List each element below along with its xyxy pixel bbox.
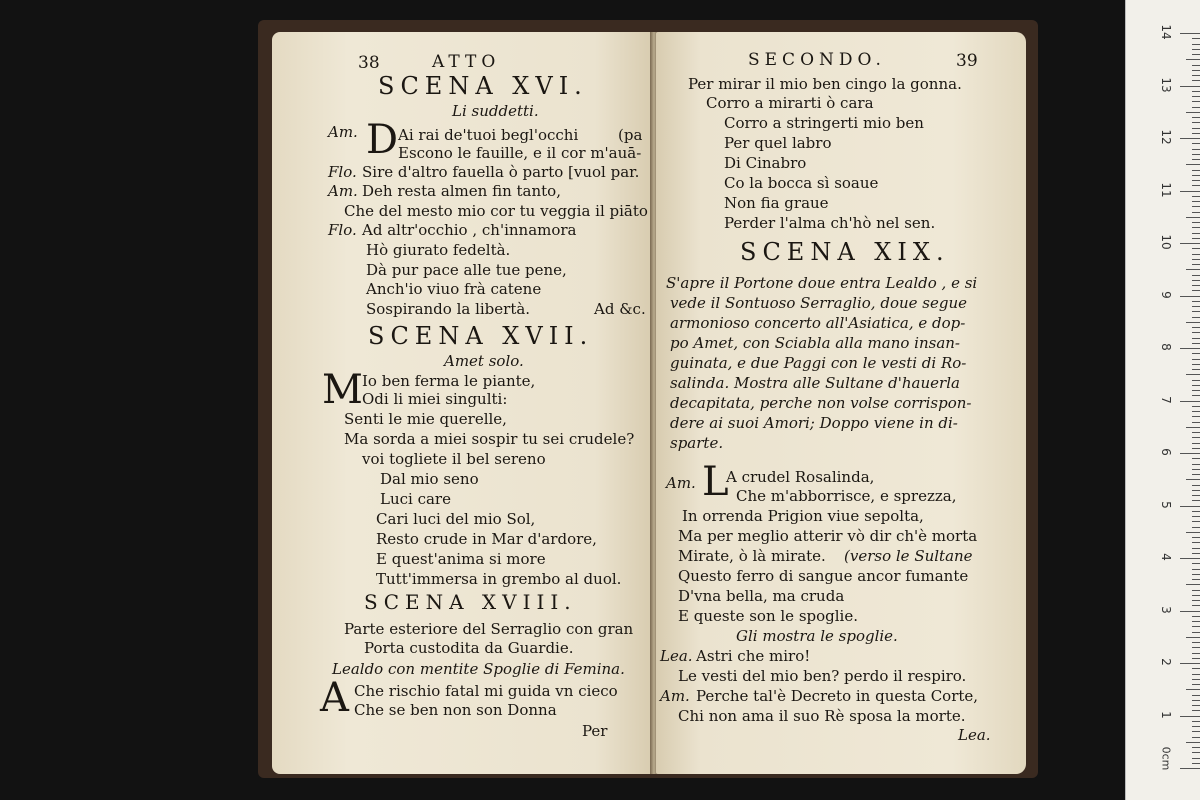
verse-line: E queste son le spoglie. (678, 607, 858, 625)
ruler-tick (1192, 201, 1200, 202)
ruler-tick (1192, 674, 1200, 675)
ruler-tick (1192, 180, 1200, 181)
ruler-tick (1192, 38, 1200, 39)
speaker: Am. (666, 474, 696, 492)
ruler-tick (1192, 327, 1200, 328)
ruler-tick (1192, 175, 1200, 176)
ruler-tick (1192, 458, 1200, 459)
verse-line: Hò giurato fedeltà. (366, 241, 511, 259)
ruler-number: 3 (1159, 605, 1173, 614)
ruler-tick (1186, 59, 1200, 60)
verse-line: Escono le fauille, e il cor m'auā- (398, 144, 642, 162)
ruler-tick (1180, 663, 1200, 664)
ruler-tick (1192, 227, 1200, 228)
ruler-tick (1192, 679, 1200, 680)
ruler-number: 7 (1159, 395, 1173, 404)
ruler-tick (1192, 306, 1200, 307)
verse-line: Luci care (380, 490, 451, 508)
ruler-tick (1192, 474, 1200, 475)
speaker: Am. (660, 687, 690, 705)
ruler-tick (1192, 700, 1200, 701)
verse-line: Odi li miei singulti: (362, 390, 508, 408)
verse-line: Io ben ferma le piante, (362, 372, 536, 390)
verse-line: Senti le mie querelle, (344, 410, 507, 428)
ruler-tick (1192, 196, 1200, 197)
ruler-number: 11 (1159, 181, 1173, 198)
scene-subtitle: Amet solo. (444, 352, 524, 370)
ruler-tick (1192, 359, 1200, 360)
ruler-tick (1192, 500, 1200, 501)
ruler-tick (1186, 269, 1200, 270)
verse-line: In orrenda Prigion viue sepolta, (682, 507, 924, 525)
ruler-tick (1192, 485, 1200, 486)
ruler-number: 10 (1159, 234, 1173, 250)
ruler-tick (1186, 532, 1200, 533)
ruler-tick (1192, 542, 1200, 543)
ruler-tick (1192, 301, 1200, 302)
speaker: Am. (328, 182, 358, 200)
ruler-tick (1192, 432, 1200, 433)
ruler-tick (1192, 647, 1200, 648)
verse-line: Per mirar il mio ben cingo la gonna. (688, 75, 962, 93)
verse-line: Cari luci del mio Sol, (376, 510, 536, 528)
ruler-tick (1192, 448, 1200, 449)
ruler-tick (1192, 65, 1200, 66)
ruler-tick (1192, 395, 1200, 396)
verse-line: Che m'abborrisce, e sprezza, (736, 487, 957, 505)
ruler-tick (1192, 222, 1200, 223)
verse-line: A crudel Rosalinda, (726, 468, 875, 486)
stage-direction: po Amet, con Sciabla alla mano insan- (670, 334, 960, 352)
verse-line: Dà pur pace alle tue pene, (366, 261, 567, 279)
ruler-tick (1192, 437, 1200, 438)
ruler-tick (1180, 611, 1200, 612)
ruler-tick (1192, 600, 1200, 601)
verse-line: Non fia graue (724, 194, 829, 212)
ruler-tick (1192, 311, 1200, 312)
verse-line: Perder l'alma ch'hò nel sen. (724, 214, 936, 232)
page-number: 38 (358, 53, 380, 73)
ruler-tick (1192, 595, 1200, 596)
speaker: Flo. (328, 221, 357, 239)
ruler-tick (1192, 70, 1200, 71)
ruler-unit-label: 0cm (1159, 746, 1173, 771)
ruler-tick (1192, 338, 1200, 339)
ruler-tick (1192, 632, 1200, 633)
ruler-tick (1192, 416, 1200, 417)
ruler-tick (1192, 96, 1200, 97)
verse-line: Le vesti del mio ben? perdo il respiro. (678, 667, 967, 685)
ruler-tick (1192, 495, 1200, 496)
right-page (656, 32, 1026, 774)
ruler-tick (1192, 737, 1200, 738)
speaker: Flo. (328, 163, 357, 181)
ruler-number: 8 (1159, 343, 1173, 351)
ruler-tick (1192, 642, 1200, 643)
ruler-tick (1192, 212, 1200, 213)
ruler-tick (1180, 191, 1200, 192)
ruler-tick (1192, 758, 1200, 759)
ruler-tick (1192, 390, 1200, 391)
ruler-tick (1192, 548, 1200, 549)
ruler-tick (1192, 684, 1200, 685)
ruler-tick (1186, 322, 1200, 323)
ruler-tick (1192, 107, 1200, 108)
verse-line: Mirate, ò là mirate. (678, 547, 826, 565)
scene-title: SCENA XVII. (368, 322, 594, 350)
verse-line: (pa (618, 126, 643, 144)
scene-title: SCENA XIX. (740, 238, 950, 266)
verse-line: Di Cinabro (724, 154, 807, 172)
verse-line: Anch'io viuo frà catene (366, 280, 542, 298)
ruler-tick (1186, 164, 1200, 165)
verse-line: Resto crude in Mar d'ardore, (376, 530, 597, 548)
ruler-tick (1192, 422, 1200, 423)
ruler-tick (1192, 170, 1200, 171)
ruler-tick (1180, 86, 1200, 87)
ruler-tick (1192, 248, 1200, 249)
ruler-tick (1192, 143, 1200, 144)
verse-line: E quest'anima si more (376, 550, 546, 568)
ruler-tick (1192, 516, 1200, 517)
speaker: Am. (328, 123, 358, 141)
measuring-ruler (1125, 0, 1200, 800)
ruler-tick (1192, 91, 1200, 92)
verse-line: Corro a stringerti mio ben (724, 114, 924, 132)
verse-line: Dal mio seno (380, 470, 479, 488)
verse-line: Per quel labro (724, 134, 832, 152)
ruler-tick (1180, 558, 1200, 559)
ruler-number: 12 (1159, 129, 1173, 145)
ruler-tick (1192, 569, 1200, 570)
ruler-tick (1180, 348, 1200, 349)
ruler-tick (1192, 185, 1200, 186)
ruler-tick (1192, 75, 1200, 76)
scene-title: SCENA XVI. (378, 72, 588, 100)
ruler-tick (1192, 101, 1200, 102)
verse-line: Perche tal'è Decreto in questa Corte, (696, 687, 979, 705)
ruler-tick (1192, 264, 1200, 265)
ruler-tick (1192, 574, 1200, 575)
stage-direction: dere ai suoi Amori; Doppo viene in di- (670, 414, 958, 432)
ruler-tick (1192, 443, 1200, 444)
ruler-tick (1192, 128, 1200, 129)
ruler-tick (1192, 385, 1200, 386)
verse-line: Astri che miro! (696, 647, 811, 665)
ruler-number: 6 (1159, 448, 1173, 456)
ruler-tick (1192, 626, 1200, 627)
ruler-tick (1180, 768, 1200, 769)
ruler-tick (1192, 317, 1200, 318)
verse-line: Co la bocca sì soaue (724, 174, 879, 192)
stage-direction: S'apre il Portone doue entra Lealdo , e si (666, 274, 978, 292)
ruler-tick (1192, 411, 1200, 412)
verse-line: Ad &c. (594, 300, 646, 318)
ruler-tick (1192, 590, 1200, 591)
stage-direction: armonioso concerto all'Asiatica, e dop- (670, 314, 966, 332)
ruler-number: 9 (1159, 290, 1173, 299)
ruler-tick (1192, 731, 1200, 732)
ruler-tick (1192, 122, 1200, 123)
ruler-number: 1 (1159, 710, 1173, 719)
ruler-tick (1192, 280, 1200, 281)
ruler-tick (1192, 49, 1200, 50)
ruler-tick (1192, 705, 1200, 706)
ruler-tick (1192, 233, 1200, 234)
ruler-tick (1186, 217, 1200, 218)
ruler-tick (1192, 80, 1200, 81)
ruler-tick (1192, 527, 1200, 528)
ruler-tick (1192, 605, 1200, 606)
drop-cap: L (702, 459, 729, 505)
ruler-tick (1192, 695, 1200, 696)
verse-line: voi togliete il bel sereno (362, 450, 546, 468)
ruler-tick (1186, 112, 1200, 113)
ruler-tick (1192, 469, 1200, 470)
verse-line: Tutt'immersa in grembo al duol. (376, 570, 622, 588)
ruler-tick (1180, 243, 1200, 244)
verse-line: Sospirando la libertà. (366, 300, 531, 318)
verse-line: Deh resta almen fin tanto, (362, 182, 561, 200)
left-page (272, 32, 652, 774)
catchword: Lea. (958, 726, 991, 744)
verse-line: Ad altr'occhio , ch'innamora (362, 221, 577, 239)
ruler-tick (1186, 742, 1200, 743)
ruler-tick (1192, 763, 1200, 764)
ruler-tick (1180, 401, 1200, 402)
ruler-tick (1192, 353, 1200, 354)
ruler-tick (1192, 238, 1200, 239)
ruler-tick (1192, 490, 1200, 491)
open-book (258, 20, 1038, 778)
stage-direction: sparte. (670, 434, 724, 452)
ruler-tick (1192, 726, 1200, 727)
verse-line: Chi non ama il suo Rè sposa la morte. (678, 707, 966, 725)
verse-line: D'vna bella, ma cruda (678, 587, 845, 605)
ruler-tick (1192, 616, 1200, 617)
ruler-tick (1192, 668, 1200, 669)
ruler-tick (1180, 296, 1200, 297)
ruler-number: 14 (1159, 24, 1173, 40)
verse-line: Ma sorda a miei sospir tu sei crudele? (344, 430, 635, 448)
ruler-tick (1180, 138, 1200, 139)
stage-direction: salinda. Mostra alle Sultane d'hauerla (670, 374, 960, 392)
drop-cap: A (320, 675, 349, 721)
verse-line: Che rischio fatal mi guida vn cieco (354, 682, 618, 700)
ruler-tick (1192, 579, 1200, 580)
ruler-tick (1192, 406, 1200, 407)
running-head: ATTO (432, 52, 501, 72)
ruler-tick (1192, 254, 1200, 255)
ruler-tick (1192, 369, 1200, 370)
ruler-tick (1192, 290, 1200, 291)
ruler-tick (1192, 653, 1200, 654)
ruler-tick (1192, 511, 1200, 512)
stage-direction: decapitata, perche non volse corrispon- (670, 394, 972, 412)
verse-line: Ai rai de'tuoi begl'occhi (398, 126, 579, 144)
ruler-number: 2 (1159, 658, 1173, 666)
ruler-tick (1186, 479, 1200, 480)
ruler-tick (1192, 285, 1200, 286)
ruler-tick (1192, 343, 1200, 344)
verse-line: Che se ben non son Donna (354, 701, 557, 719)
ruler-number: 13 (1159, 76, 1173, 93)
ruler-tick (1192, 332, 1200, 333)
ruler-tick (1186, 689, 1200, 690)
ruler-tick (1192, 206, 1200, 207)
ruler-tick (1180, 716, 1200, 717)
ruler-tick (1192, 154, 1200, 155)
running-head: SECONDO. (748, 50, 886, 70)
ruler-tick (1192, 621, 1200, 622)
ruler-tick (1192, 133, 1200, 134)
ruler-number: 5 (1159, 500, 1173, 509)
drop-cap: M (322, 367, 363, 413)
ruler-tick (1186, 637, 1200, 638)
stage-direction: Lealdo con mentite Spoglie di Femina. (332, 660, 625, 678)
ruler-tick (1192, 149, 1200, 150)
ruler-tick (1192, 380, 1200, 381)
ruler-tick (1186, 584, 1200, 585)
ruler-tick (1192, 259, 1200, 260)
ruler-tick (1192, 563, 1200, 564)
ruler-tick (1192, 364, 1200, 365)
ruler-tick (1186, 374, 1200, 375)
scene-title: SCENA XVIII. (364, 590, 577, 614)
ruler-tick (1192, 721, 1200, 722)
stage-direction: Parte esteriore del Serraglio con gran (344, 620, 634, 638)
drop-cap: D (366, 117, 399, 163)
stage-direction: (verso le Sultane (844, 547, 973, 565)
ruler-tick (1192, 275, 1200, 276)
ruler-tick (1192, 117, 1200, 118)
stage-direction: guinata, e due Paggi con le vesti di Ro- (670, 354, 967, 372)
page-number: 39 (956, 51, 978, 71)
verse-line: Questo ferro di sangue ancor fumante (678, 567, 969, 585)
ruler-number: 4 (1159, 553, 1173, 561)
ruler-tick (1192, 521, 1200, 522)
ruler-tick (1180, 506, 1200, 507)
ruler-tick (1180, 33, 1200, 34)
ruler-tick (1192, 159, 1200, 160)
verse-line: Che del mesto mio cor tu veggia il piāto (344, 202, 648, 220)
ruler-tick (1192, 553, 1200, 554)
verse-line: Corro a mirarti ò cara (706, 94, 874, 112)
catchword: Per (582, 722, 608, 740)
verse-line: Ma per meglio atterir vò dir ch'è morta (678, 527, 978, 545)
stage-direction: vede il Sontuoso Serraglio, doue segue (670, 294, 967, 312)
ruler-tick (1192, 464, 1200, 465)
ruler-tick (1192, 54, 1200, 55)
speaker: Lea. (660, 647, 693, 665)
verse-line: Sire d'altro fauella ò parto [vuol par. (362, 163, 640, 181)
ruler-tick (1180, 453, 1200, 454)
scene-subtitle: Li suddetti. (452, 102, 539, 120)
ruler-tick (1192, 658, 1200, 659)
ruler-tick (1192, 710, 1200, 711)
ruler-tick (1192, 537, 1200, 538)
ruler-tick (1186, 427, 1200, 428)
stage-direction: Porta custodita da Guardie. (364, 639, 574, 657)
ruler-tick (1192, 747, 1200, 748)
ruler-tick (1192, 44, 1200, 45)
ruler-tick (1192, 752, 1200, 753)
stage-direction: Gli mostra le spoglie. (736, 627, 898, 645)
